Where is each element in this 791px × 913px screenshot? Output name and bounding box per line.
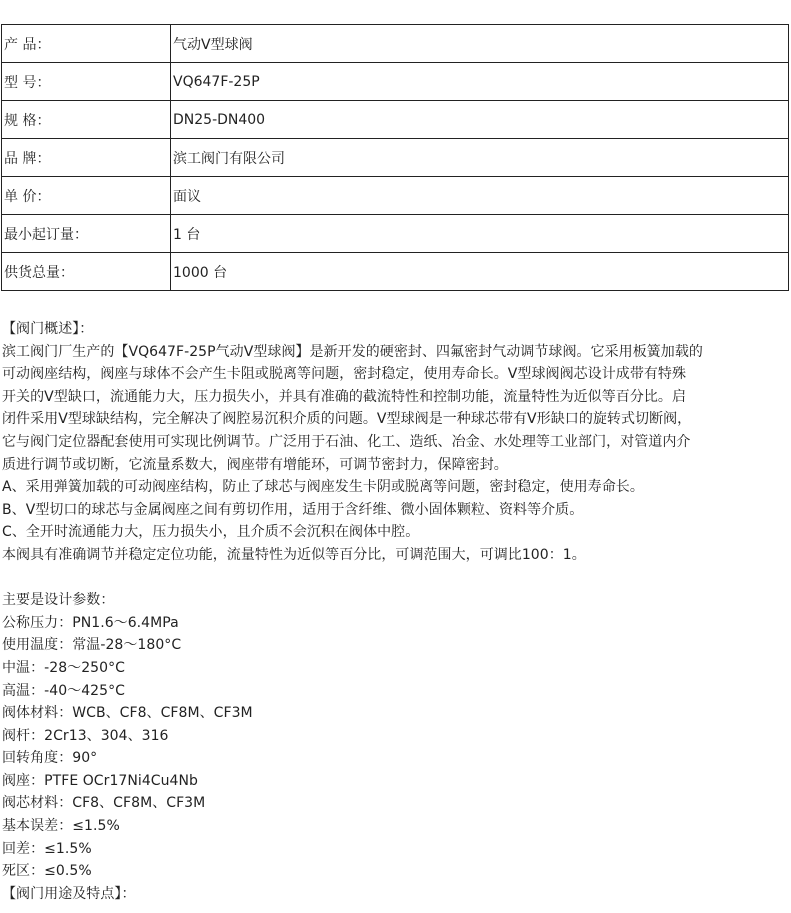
row-label: 产 品： bbox=[2, 25, 171, 63]
param-item: 回转角度：90° bbox=[2, 750, 98, 767]
table-row bbox=[2, 177, 789, 215]
overview-line: 闭件采用V型球缺结构，完全解决了阀腔易沉积介质的问题。V型球阀是一种球芯带有V形缺口的旋转式切断阀， bbox=[2, 411, 692, 428]
param-item: 高温：-40～425°C bbox=[2, 682, 125, 699]
param-item: 阀杆：2Cr13、304、316 bbox=[2, 727, 169, 744]
table-row bbox=[2, 215, 789, 253]
table-row bbox=[2, 25, 789, 63]
table-row bbox=[2, 139, 789, 177]
table-row bbox=[2, 63, 789, 101]
row-value: 1000 台 bbox=[171, 253, 789, 291]
row-value: 气动V型球阀 bbox=[171, 25, 789, 63]
row-value: 滨工阀门有限公司 bbox=[171, 139, 789, 177]
row-label: 品 牌： bbox=[2, 139, 171, 177]
feature-item: A、采用弹簧加载的可动阀座结构，防止了球芯与阀座发生卡阴或脱离等问题，密封稳定，使用寿命长。 bbox=[2, 479, 644, 496]
param-item: 阀座：PTFE OCr17Ni4Cu4Nb bbox=[2, 772, 198, 789]
param-item: 死区：≤0.5% bbox=[2, 863, 92, 880]
param-item: 中温：-28～250°C bbox=[2, 659, 125, 676]
row-label: 型 号： bbox=[2, 63, 171, 101]
feature-item: B、V型切口的球芯与金属阀座之间有剪切作用，适用于含纤维、微小固体颗粒、资料等介质。 bbox=[2, 501, 584, 518]
row-label: 供货总量： bbox=[2, 253, 171, 291]
feature-item: C、全开时流通能力大，压力损失小，且介质不会沉积在阀体中腔。 bbox=[2, 524, 420, 541]
overview-summary: 本阀具有准确调节并稳定定位功能，流量特性为近似等百分比，可调范围大，可调比100：1。 bbox=[2, 546, 586, 563]
table-row bbox=[2, 101, 789, 139]
spec-table bbox=[1, 24, 789, 291]
table-row bbox=[2, 253, 789, 291]
overview-line: 质进行调节或切断，它流量系数大，阀座带有增能环，可调节密封力，保障密封。 bbox=[2, 456, 508, 473]
param-item: 阀体材料：WCB、CF8、CF8M、CF3M bbox=[2, 705, 253, 722]
overview-line: 滨工阀门厂生产的【VQ647F-25P气动V型球阀】是新开发的硬密封、四氟密封气动调节球阀。它采用板簧加载的 bbox=[2, 343, 703, 360]
usage-heading: 【阀门用途及特点】： bbox=[2, 885, 136, 902]
overview-line: 可动阀座结构，阀座与球体不会产生卡阻或脱离等问题，密封稳定，使用寿命长。V型球阀阀芯设计成带有特殊 bbox=[2, 366, 687, 383]
param-item: 基本误差：≤1.5% bbox=[2, 818, 120, 835]
row-value: 1 台 bbox=[171, 215, 789, 253]
param-item: 阀芯材料：CF8、CF8M、CF3M bbox=[2, 795, 206, 812]
overview-line: 开关的V型缺口，流通能力大，压力损失小，并具有准确的截流特性和控制功能，流量特性为近似等百分比。启 bbox=[2, 388, 687, 405]
row-label: 单 价： bbox=[2, 177, 171, 215]
spacer bbox=[2, 567, 790, 590]
param-item: 使用温度：常温-28～180°C bbox=[2, 637, 182, 654]
param-item: 回差：≤1.5% bbox=[2, 840, 92, 857]
row-label: 最小起订量： bbox=[2, 215, 171, 253]
overview-heading: 【阀门概述】： bbox=[2, 321, 94, 337]
params-heading: 主要是设计参数： bbox=[2, 592, 115, 609]
row-value: VQ647F-25P bbox=[171, 63, 789, 101]
overview-line: 它与阀门定位器配套使用可实现比例调节。广泛用于石油、化工、造纸、冶金、水处理等工业部门，对管道内介 bbox=[2, 433, 691, 450]
row-value: DN25-DN400 bbox=[171, 101, 789, 139]
row-label: 规 格： bbox=[2, 101, 171, 139]
row-value: 面议 bbox=[171, 177, 789, 215]
description-body bbox=[2, 318, 790, 905]
param-item: 公称压力：PN1.6～6.4MPa bbox=[2, 614, 179, 631]
